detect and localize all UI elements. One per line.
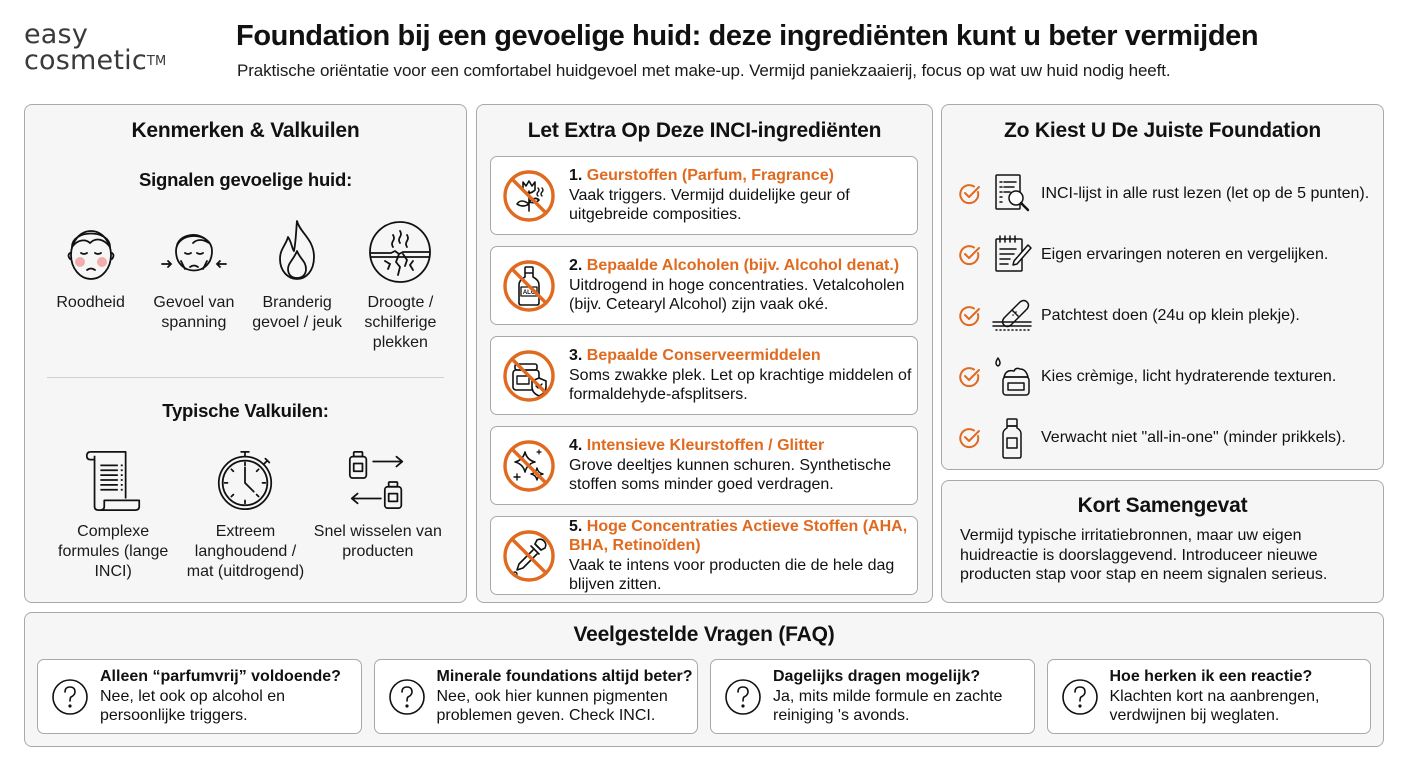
ingredient-number: 4. — [569, 437, 583, 455]
bottle-icon — [990, 416, 1034, 460]
faq-answer: Nee, let ook op alcohol en persoonlijke triggers. — [100, 687, 286, 725]
question-circle-icon — [723, 677, 763, 717]
tip-label: Patchtest doen (24u op klein plekje). — [1041, 306, 1300, 324]
signals-heading: Signalen gevoelige huid: — [138, 169, 353, 190]
swap-products-icon — [344, 446, 412, 514]
ingredient-heading — [569, 436, 917, 456]
divider — [47, 377, 444, 378]
ingredient-description: Vaak triggers. Vermijd duidelijke geur of uitgebreide composities. — [569, 186, 850, 224]
no-actives-icon — [501, 528, 557, 584]
faq-item — [1047, 659, 1372, 734]
no-alcohol-icon — [501, 258, 557, 314]
ingredient-description: Soms zwakke plek. Let op krachtige middelen of formaldehyde-afsplitsers. — [569, 366, 912, 404]
question-circle-icon — [50, 677, 90, 717]
faq-question: Minerale foundations altijd beter? — [436, 668, 693, 686]
flame-icon — [262, 217, 332, 287]
tip-label: Verwacht niet "all-in-one" (minder prikkels). — [1041, 428, 1346, 446]
signal-item — [41, 217, 141, 353]
summary-panel — [941, 480, 1384, 603]
ingredient-text — [569, 166, 917, 225]
ingredient-heading — [569, 166, 917, 186]
faq-text — [100, 667, 361, 726]
ingredient-text — [569, 346, 917, 405]
page-title: Foundation bij een gevoelige huid: deze ingrediënten kunt u beter vermijden — [236, 20, 1259, 52]
faq-question: Alleen “parfumvrij” voldoende? — [100, 668, 341, 686]
no-fragrance-icon — [501, 168, 557, 224]
no-glitter-icon — [501, 438, 557, 494]
signal-label: Branderig gevoel / jeuk — [252, 294, 343, 331]
ingredient-number: 2. — [569, 257, 583, 275]
tip-item — [958, 224, 1383, 285]
dry-skin-icon — [365, 217, 435, 287]
panel-title: Veelgestelde Vragen (FAQ) — [573, 623, 835, 646]
pitfall-label: Complexe formules (lange INCI) — [58, 523, 169, 580]
ingredient-number: 3. — [569, 347, 583, 365]
tip-label: Eigen ervaringen noteren en vergelijken. — [1041, 245, 1329, 263]
notepad-pen-icon — [990, 233, 1034, 277]
ingredient-card — [490, 246, 918, 325]
patch-test-icon — [990, 294, 1034, 338]
how-to-choose-panel — [941, 104, 1384, 470]
no-preservatives-icon — [501, 348, 557, 404]
faq-question: Dagelijks dragen mogelijk? — [773, 668, 981, 686]
trademark: TM — [146, 54, 167, 69]
tip-item — [958, 285, 1383, 346]
inci-magnifier-icon — [990, 172, 1034, 216]
ingredient-card — [490, 516, 918, 595]
ingredient-text — [569, 436, 917, 495]
ingredient-text — [569, 256, 917, 315]
faq-item — [37, 659, 362, 734]
pitfall-label: Snel wisselen van producten — [313, 523, 442, 560]
ingredient-heading — [569, 256, 917, 276]
ingredient-number: 5. — [569, 517, 583, 535]
brand-line-1: easy — [24, 19, 89, 50]
ingredient-heading — [569, 346, 917, 366]
check-circle-icon — [958, 304, 982, 328]
tips-list — [942, 163, 1383, 468]
check-circle-icon — [958, 182, 982, 206]
tip-item — [958, 163, 1383, 224]
panel-title: Kenmerken & Valkuilen — [131, 119, 360, 142]
stopwatch-icon — [211, 446, 279, 514]
panel-title: Let Extra Op Deze INCI-ingrediënten — [527, 119, 882, 142]
tip-label: INCI-lijst in alle rust lezen (let op de 5 punten). — [1041, 184, 1370, 202]
ingredient-heading — [569, 517, 917, 556]
svg-text:ALC: ALC — [522, 289, 536, 296]
faq-text — [773, 667, 1034, 726]
scroll-list-icon — [79, 446, 147, 514]
ingredient-text — [569, 517, 917, 595]
faq-text — [1110, 667, 1371, 726]
ingredient-name: Geurstoffen (Parfum, Fragrance) — [586, 167, 834, 185]
ingredient-list — [490, 156, 918, 595]
panel-title: Zo Kiest U De Juiste Foundation — [1004, 119, 1321, 142]
tip-item — [958, 346, 1383, 407]
ingredient-name: Bepaalde Conserveermiddelen — [586, 347, 821, 365]
face-tension-icon — [159, 217, 229, 287]
signals-list — [25, 217, 466, 353]
summary-text: Vermijd typische irritatiebronnen, maar uw eigen huidreactie is doorslaggevend. Introduceer nieuwe producten stap voor stap en neem signalen serieus. — [960, 527, 1328, 583]
faq-question: Hoe herken ik een reactie? — [1109, 668, 1313, 686]
faq-text — [437, 667, 698, 726]
tip-label: Kies crèmige, licht hydraterende texturen. — [1041, 367, 1337, 385]
check-circle-icon — [958, 243, 982, 267]
faq-item — [710, 659, 1035, 734]
ingredient-name: Bepaalde Alcoholen (bijv. Alcohol denat.) — [586, 257, 900, 275]
signal-item — [144, 217, 244, 353]
pitfall-item — [180, 446, 310, 582]
brand-logo — [24, 19, 167, 76]
question-circle-icon — [1060, 677, 1100, 717]
tip-item — [958, 407, 1383, 468]
faq-list — [37, 659, 1371, 734]
faq-answer: Ja, mits milde formule en zachte reiniging 's avonds. — [773, 687, 1003, 725]
ingredient-description: Uitdrogend in hoge concentraties. Vetalcoholen (bijv. Cetearyl Alcohol) zijn vaak oké. — [569, 276, 905, 314]
cream-jar-icon — [990, 355, 1034, 399]
check-circle-icon — [958, 365, 982, 389]
characteristics-panel — [24, 104, 467, 603]
ingredients-panel — [476, 104, 933, 603]
signal-label: Gevoel van spanning — [153, 294, 235, 331]
ingredient-number: 1. — [569, 167, 583, 185]
signal-label: Droogte / schilferige plekken — [364, 294, 437, 351]
page-subtitle: Praktische oriëntatie voor een comfortabel huidgevoel met make-up. Vermijd paniekzaaierij, focus op wat uw huid nodig heeft. — [237, 61, 1171, 80]
signal-label: Roodheid — [56, 294, 125, 311]
signal-item — [350, 217, 450, 353]
ingredient-card — [490, 336, 918, 415]
face-redness-icon — [56, 217, 126, 287]
pitfall-item — [313, 446, 443, 582]
signal-item — [247, 217, 347, 353]
ingredient-description: Vaak te intens voor producten die de hele dag blijven zitten. — [569, 556, 895, 593]
panel-title: Kort Samengevat — [1077, 494, 1248, 517]
ingredient-description: Grove deeltjes kunnen schuren. Synthetische stoffen soms minder goed verdragen. — [569, 456, 891, 494]
faq-item — [374, 659, 699, 734]
ingredient-card — [490, 426, 918, 505]
faq-panel — [24, 612, 1384, 747]
question-circle-icon — [387, 677, 427, 717]
pitfall-label: Extreem langhoudend / mat (uitdrogend) — [186, 523, 305, 580]
brand-line-2: cosmetic — [24, 45, 147, 76]
faq-answer: Klachten kort na aanbrengen, verdwijnen bij weglaten. — [1109, 687, 1320, 725]
faq-answer: Nee, ook hier kunnen pigmenten problemen geven. Check INCI. — [436, 687, 668, 725]
pitfalls-heading: Typische Valkuilen: — [162, 400, 329, 421]
check-circle-icon — [958, 426, 982, 450]
ingredient-name: Hoge Concentraties Actieve Stoffen (AHA, BHA, Retinoïden) — [569, 517, 908, 554]
ingredient-name: Intensieve Kleurstoffen / Glitter — [586, 437, 825, 455]
pitfalls-list — [25, 446, 466, 582]
ingredient-card — [490, 156, 918, 235]
pitfall-item — [48, 446, 178, 582]
